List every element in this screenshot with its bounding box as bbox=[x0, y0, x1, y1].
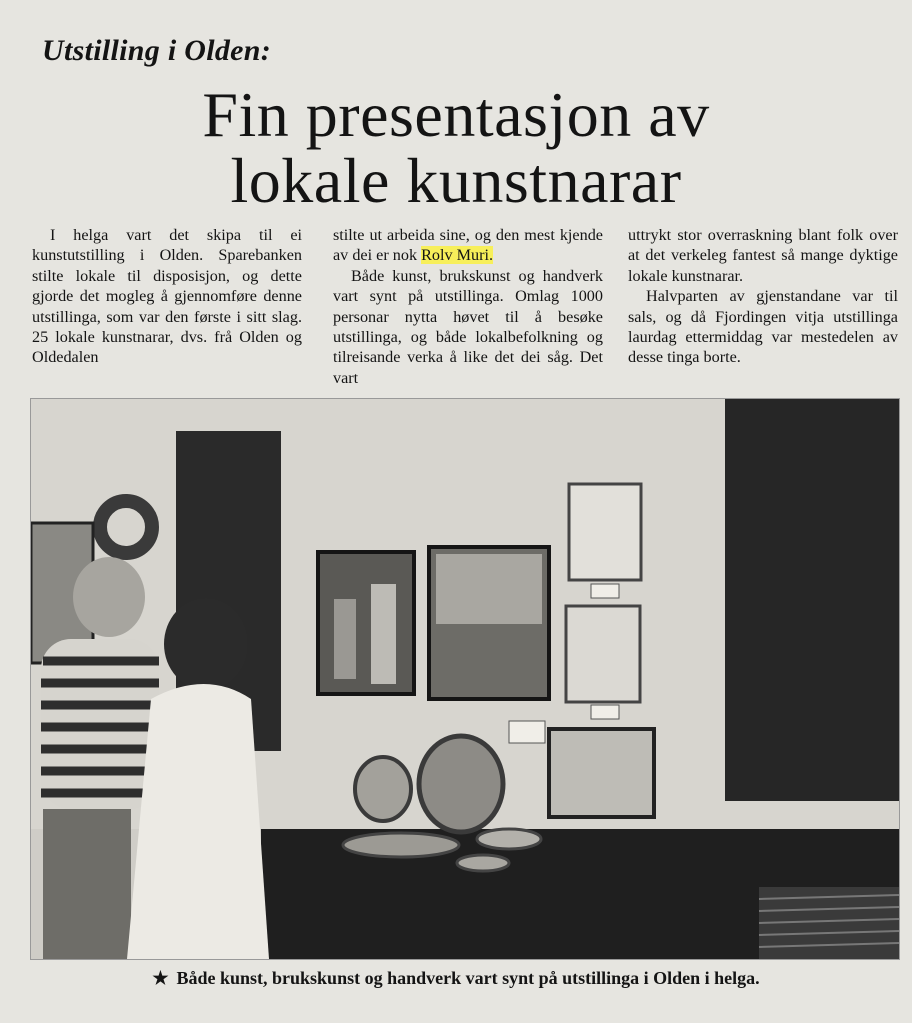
painting-children bbox=[318, 552, 414, 694]
headline-line-2: lokale kunstnarar bbox=[230, 145, 682, 216]
photo-caption bbox=[0, 968, 912, 989]
photo-illustration bbox=[31, 399, 899, 959]
visitor-man-head bbox=[73, 557, 145, 637]
headline-line-1: Fin presentasjon av bbox=[202, 79, 710, 150]
paragraph: Både kunst, brukskunst og handverk vart synt på utstillinga. Omlag 1000 personar nytta høvet til å besøke utstillinga, og både lokalbefolkning og tilreisande verka å like det dei såg. Det vart bbox=[333, 266, 603, 387]
drawing-ship bbox=[569, 484, 641, 580]
paragraph bbox=[333, 225, 603, 266]
caption-text: Både kunst, brukskunst og handverk vart synt på utstillinga i Olden i helga. bbox=[176, 968, 760, 988]
drawing-flowers bbox=[566, 606, 640, 702]
visitor-woman-hair bbox=[164, 598, 248, 690]
pewter-plate bbox=[419, 736, 503, 832]
article-headline bbox=[0, 79, 912, 216]
painting-lower bbox=[549, 729, 654, 817]
paragraph: uttrykt stor overraskning blant folk over at det verkeleg fantest så mange dyktige lokale kunstnarar. bbox=[628, 226, 898, 285]
text-column-2 bbox=[333, 225, 603, 388]
star-icon: ★ bbox=[152, 968, 169, 988]
highlighted-name: Rolv Muri. bbox=[421, 246, 494, 265]
wall-textile-right bbox=[725, 399, 899, 801]
paragraph-text: stilte ut arbeida sine, og den mest kjende av dei er nok bbox=[333, 226, 603, 265]
text-column-1 bbox=[32, 225, 302, 368]
exhibition-photo bbox=[30, 398, 900, 960]
text-column-3 bbox=[628, 225, 898, 368]
pewter-plate bbox=[355, 757, 411, 821]
paragraph: I helga vart det skipa til ei kunstutstilling i Olden. Sparebanken stilte lokale til disposisjon, og dette gjorde det mogleg å gjennomføre denne utstillinga, som var den første i sitt slag. 25 lokale kunstnarar, dvs. frå Olden og Oldedalen bbox=[32, 226, 302, 367]
paragraph: Halvparten av gjenstandane var til sals, og då Fjordingen vitja utstillinga laurdag ettermiddag var mestedelen av desse tinga borte. bbox=[628, 287, 898, 367]
article-kicker: Utstilling i Olden: bbox=[42, 34, 272, 67]
